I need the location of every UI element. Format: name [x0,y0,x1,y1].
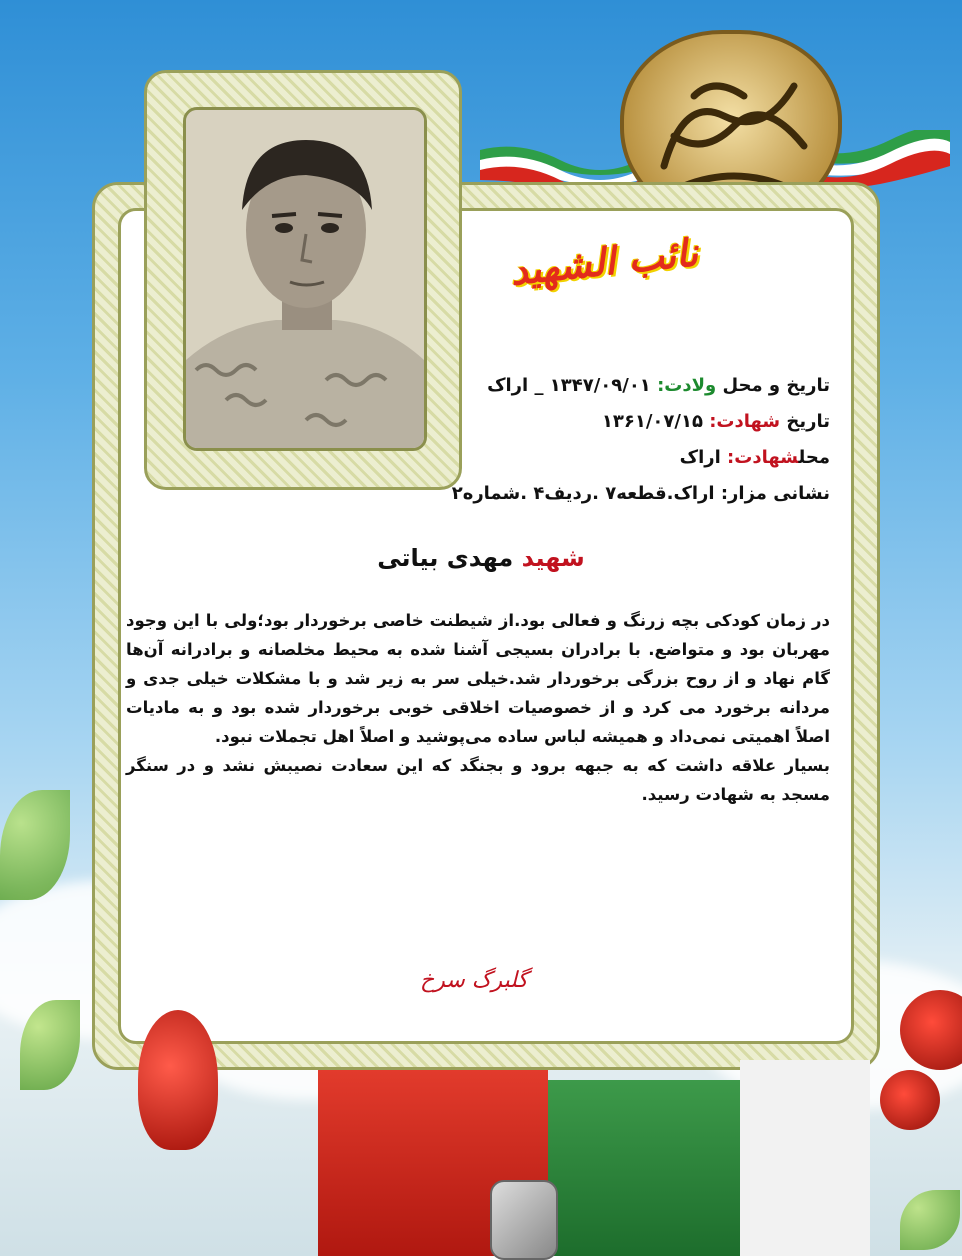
martyr-name-title: شهید مهدی بیاتی [377,544,585,572]
dog-tag-icon [490,1180,558,1260]
shrine-box-green [548,1080,748,1256]
martyr-date-line: تاریخ شهادت: ۱۳۶۱/۰۷/۱۵ [601,411,830,432]
martyr-info [390,368,830,512]
bio-paragraph: بسیار علاقه داشت که به جبهه برود و بجنگد که این سعادت نصیبش نشد و در سنگر مسجد به شهادت رسید. [126,756,830,804]
birth-line: تاریخ و محل ولادت: ۱۳۴۷/۰۹/۰۱ _ اراک [487,375,830,396]
burial-line: نشانی مزار: اراک.قطعه۷ .ردیف۴ .شماره۲ [451,483,830,504]
signature-logo: گلبرگ سرخ [420,968,528,993]
tulip-monument-icon [138,1010,218,1150]
biography [126,606,830,809]
martyr-place-line: محلشهادت: اراک [679,447,830,468]
bio-paragraph: در زمان کودکی بچه زرنگ و فعالی بود.از شیطنت خاصی برخوردار بود؛ولی با این وجود مهربان بود و متواضع. با برادران بسیجی آشنا شده به محیط مخلصانه و برادرانه آن‌ها گام نهاد و از روح بزرگی برخوردار شد.خیلی سر به زیر شد و با مشکلات خیلی جدی و مردانه برخورد می کرد و از خصوصیات اخلاقی خوبی برخوردار شده بود و به مادیات اصلاً اهمیتی نمی‌داد و همیشه لباس ساده می‌پوشید و اصلاً اهل تجملات نبود. [126,611,830,746]
red-flower-icon [880,1070,940,1130]
shrine-box-white [740,1060,870,1256]
naeb-alshahid-badge: نائب الشهید [508,230,701,294]
